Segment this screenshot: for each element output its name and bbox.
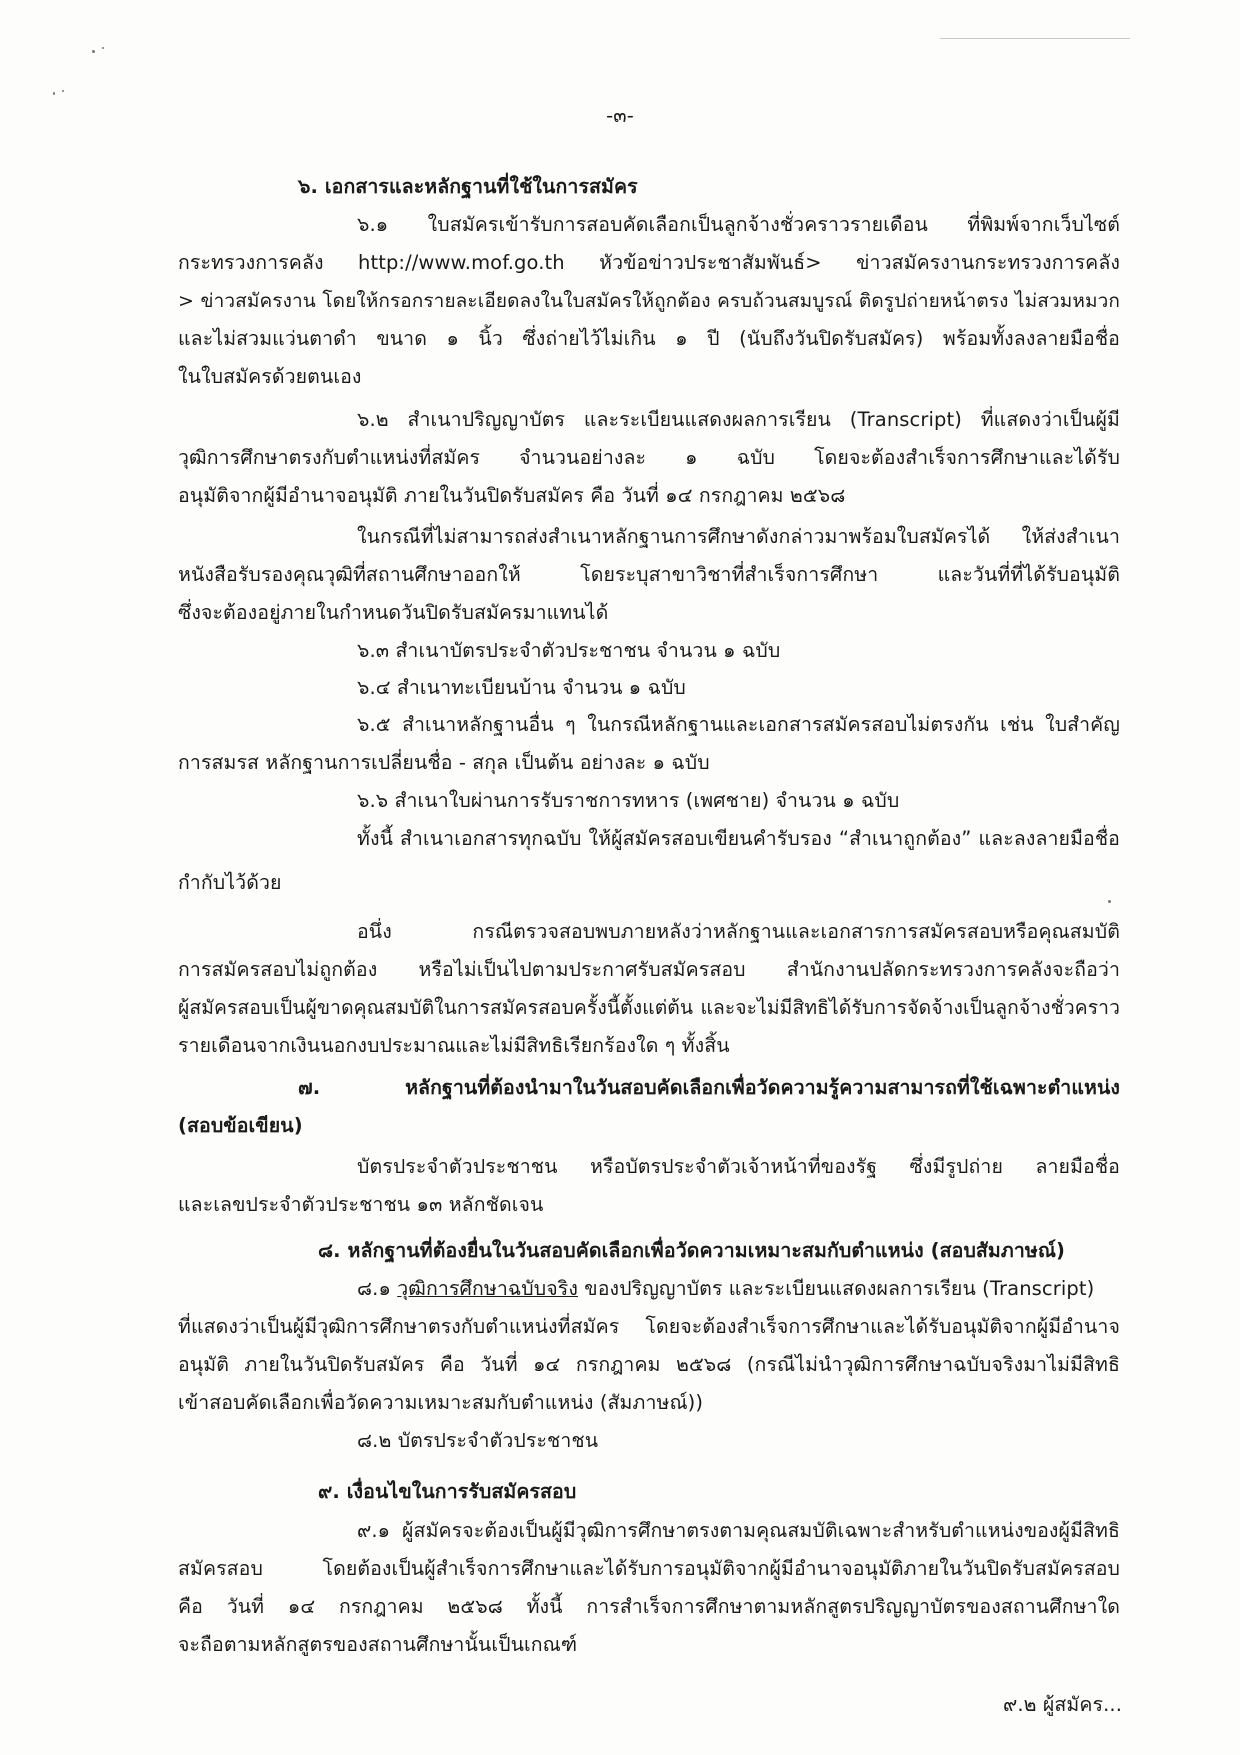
original-certificate-underlined: วุฒิการศึกษาฉบับจริง (397, 1277, 578, 1300)
para-6-5-line: การสมรส หลักฐานการเปลี่ยนชื่อ - สกุล เป็นต้น อย่างละ ๑ ฉบับ (178, 751, 710, 774)
para-6-1-line: กระทรวงการคลัง http://www.mof.go.th หัวข้อข่าวประชาสัมพันธ์> ข่าวสมัครงานกระทรวงการคลัง (178, 251, 1120, 274)
para-6-2b-line: ซึ่งจะต้องอยู่ภายในกำหนดวันปิดรับสมัครมาแทนได้ (178, 601, 609, 624)
section-8-heading: ๘. หลักฐานที่ต้องยื่นในวันสอบคัดเลือกเพื่อวัดความเหมาะสมกับตำแหน่ง (สอบสัมภาษณ์) (318, 1239, 1066, 1262)
para-9-1-line: ๙.๑ ผู้สมัครจะต้องเป็นผู้มีวุฒิการศึกษาตรงตามคุณสมบัติเฉพาะสำหรับตำแหน่งของผู้มีสิทธิ (357, 1519, 1120, 1542)
para-6-2b-line: ในกรณีที่ไม่สามารถส่งสำเนาหลักฐานการศึกษาดังกล่าวมาพร้อมใบสมัครได้ ให้ส่งสำเนา (357, 525, 1120, 548)
scan-speck (53, 92, 55, 95)
para-8-1-text: ของปริญญาบัตร และระเบียนแสดงผลการเรียน (Transcript) (577, 1277, 1095, 1300)
para-6-2-line: ๖.๒ สำเนาปริญญาบัตร และระเบียนแสดงผลการเรียน (Transcript) ที่แสดงว่าเป็นผู้มี (357, 408, 1120, 431)
section-9-heading: ๙. เงื่อนไขในการรับสมัครสอบ (318, 1480, 577, 1503)
para-6-1-line: > ข่าวสมัครงาน โดยให้กรอกรายละเอียดลงในใบสมัครให้ถูกต้อง ครบถ้วนสมบูรณ์ ติดรูปถ่ายหน้าตรง ไม่สวมหมวก (178, 290, 1120, 312)
page-number: -๓- (606, 104, 634, 127)
continuation-marker: ๙.๒ ผู้สมัคร... (1002, 1693, 1122, 1716)
para-9-1-line: จะถือตามหลักสูตรของสถานศึกษานั้นเป็นเกณฑ์ (178, 1633, 578, 1656)
note-line: ทั้งนี้ สำเนาเอกสารทุกฉบับ ให้ผู้สมัครสอบเขียนคำรับรอง “สำเนาถูกต้อง” และลงลายมือชื่อ (357, 827, 1120, 850)
para-6-4: ๖.๔ สำเนาทะเบียนบ้าน จำนวน ๑ ฉบับ (357, 676, 686, 699)
para-6-2b-line: หนังสือรับรองคุณวุฒิที่สถานศึกษาออกให้ โดยระบุสาขาวิชาที่สำเร็จการศึกษา และวันที่ที่ได้รับอนุมัติ (178, 563, 1120, 586)
para-8-2: ๘.๒ บัตรประจำตัวประชาชน (357, 1429, 599, 1452)
scan-speck (62, 90, 64, 92)
para-8-1-line: อนุมัติ ภายในวันปิดรับสมัคร คือ วันที่ ๑๔ กรกฎาคม ๒๕๖๘ (กรณีไม่นำวุฒิการศึกษาฉบับจริงมาไม่มีสิทธิ (178, 1353, 1120, 1376)
scan-speck (102, 47, 104, 49)
section-7-heading-cont: (สอบข้อเขียน) (178, 1114, 303, 1137)
para-6-6: ๖.๖ สำเนาใบผ่านการรับราชการทหาร (เพศชาย) จำนวน ๑ ฉบับ (357, 789, 900, 812)
para-8-1-line: ที่แสดงว่าเป็นผู้มีวุฒิการศึกษาตรงกับตำแหน่งที่สมัคร โดยจะต้องสำเร็จการศึกษาและได้รับอนุมัติจากผู้มีอำนาจ (178, 1315, 1120, 1338)
warning-line: รายเดือนจากเงินนอกงบประมาณและไม่มีสิทธิเรียกร้องใด ๆ ทั้งสิ้น (178, 1034, 730, 1057)
para-6-5-line: ๖.๕ สำเนาหลักฐานอื่น ๆ ในกรณีหลักฐานและเอกสารสมัครสอบไม่ตรงกัน เช่น ใบสำคัญ (357, 713, 1120, 736)
section-6-heading: ๖. เอกสารและหลักฐานที่ใช้ในการสมัคร (298, 175, 638, 198)
warning-line: การสมัครสอบไม่ถูกต้อง หรือไม่เป็นไปตามประกาศรับสมัครสอบ สำนักงานปลัดกระทรวงการคลังจะถือว่า (178, 958, 1120, 981)
scan-speck (1108, 900, 1111, 903)
para-8-1-first (357, 1274, 1094, 1304)
para-8-1-number: ๘.๑ (357, 1277, 398, 1300)
scan-speck (92, 50, 95, 53)
para-6-1-line: ๖.๑ ใบสมัครเข้ารับการสอบคัดเลือกเป็นลูกจ้างชั่วคราวรายเดือน ที่พิมพ์จากเว็บไซต์ (357, 213, 1120, 236)
para-6-1-line: และไม่สวมแว่นตาดำ ขนาด ๑ นิ้ว ซึ่งถ่ายไว้ไม่เกิน ๑ ปี (นับถึงวันปิดรับสมัคร) พร้อมทั้งลงลายมือชื่อ (178, 327, 1120, 350)
para-9-1-line: สมัครสอบ โดยต้องเป็นผู้สำเร็จการศึกษาและได้รับการอนุมัติจากผู้มีอำนาจอนุมัติภายในวันปิดรับสมัครสอบ (178, 1557, 1120, 1580)
para-6-2-line: วุฒิการศึกษาตรงกับตำแหน่งที่สมัคร จำนวนอย่างละ ๑ ฉบับ โดยจะต้องสำเร็จการศึกษาและได้รับ (178, 446, 1120, 469)
section-7-body-line: บัตรประจำตัวประชาชน หรือบัตรประจำตัวเจ้าหน้าที่ของรัฐ ซึ่งมีรูปถ่าย ลายมือชื่อ (357, 1155, 1120, 1178)
para-6-2-line: อนุมัติจากผู้มีอำนาจอนุมัติ ภายในวันปิดรับสมัคร คือ วันที่ ๑๔ กรกฎาคม ๒๕๖๘ (178, 484, 846, 507)
para-6-3: ๖.๓ สำเนาบัตรประจำตัวประชาชน จำนวน ๑ ฉบับ (357, 639, 781, 662)
para-8-1-line: เข้าสอบคัดเลือกเพื่อวัดความเหมาะสมกับตำแหน่ง (สัมภาษณ์)) (178, 1391, 704, 1414)
section-7-heading: ๗. หลักฐานที่ต้องนำมาในวันสอบคัดเลือกเพื่อวัดความรู้ความสามารถที่ใช้เฉพาะตำแหน่ง (298, 1076, 1120, 1099)
warning-line: อนึ่ง กรณีตรวจสอบพบภายหลังว่าหลักฐานและเอกสารการสมัครสอบหรือคุณสมบัติ (357, 920, 1120, 943)
note-line: กำกับไว้ด้วย (178, 871, 282, 894)
warning-line: ผู้สมัครสอบเป็นผู้ขาดคุณสมบัติในการสมัครสอบครั้งนี้ตั้งแต่ต้น และจะไม่มีสิทธิได้รับการจัดจ้างเป็นลูกจ้างชั่วคราว (178, 996, 1120, 1019)
scan-edge-line (940, 38, 1130, 39)
section-7-body-line: และเลขประจำตัวประชาชน ๑๓ หลักชัดเจน (178, 1193, 544, 1216)
para-9-1-line: คือ วันที่ ๑๔ กรกฎาคม ๒๕๖๘ ทั้งนี้ การสำเร็จการศึกษาตามหลักสูตรปริญญาบัตรของสถานศึกษาใด (178, 1595, 1120, 1618)
para-6-1-line: ในใบสมัครด้วยตนเอง (178, 365, 362, 388)
